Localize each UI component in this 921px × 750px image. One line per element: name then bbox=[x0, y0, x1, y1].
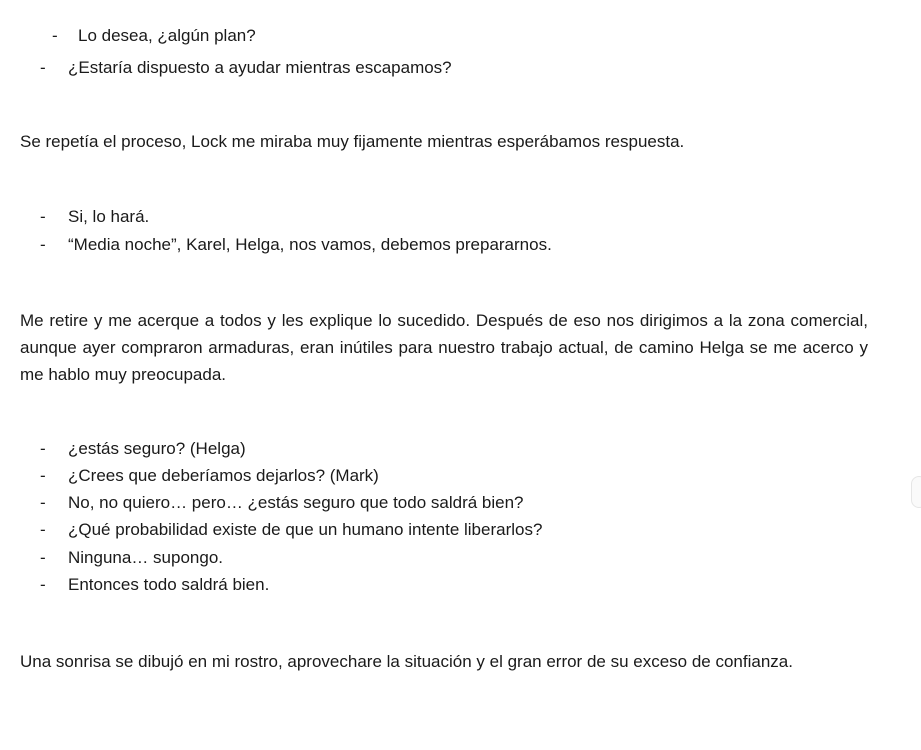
dialogue-line bbox=[40, 207, 149, 227]
dialogue-line bbox=[40, 439, 246, 459]
dialogue-dash: - bbox=[40, 548, 46, 567]
dialogue-dash: - bbox=[40, 439, 46, 458]
dialogue-line bbox=[40, 520, 542, 540]
dialogue-line bbox=[40, 575, 269, 595]
narrative-paragraph: Una sonrisa se dibujó en mi rostro, aprovechare la situación y el gran error de su exceso de confianza. bbox=[20, 652, 793, 671]
narrative-paragraph: Se repetía el proceso, Lock me miraba muy fijamente mientras esperábamos respuesta. bbox=[20, 132, 685, 151]
dialogue-text: No, no quiero… pero… ¿estás seguro que todo saldrá bien? bbox=[68, 493, 524, 512]
narrative-paragraph: Me retire y me acerque a todos y les explique lo sucedido. Después de eso nos dirigimos a la zona comercial, aunque ayer compraron armaduras, eran inútiles para nuestro trabajo actual, de camino Helga se me acerco y me hablo muy preocupada. bbox=[20, 311, 868, 384]
dialogue-line bbox=[40, 235, 552, 255]
dialogue-text: ¿estás seguro? (Helga) bbox=[68, 439, 246, 458]
dialogue-line bbox=[40, 466, 379, 486]
dialogue-dash: - bbox=[40, 575, 46, 594]
dialogue-text: Si, lo hará. bbox=[68, 207, 150, 226]
dialogue-text: “Media noche”, Karel, Helga, nos vamos, debemos prepararnos. bbox=[68, 235, 552, 254]
dialogue-line bbox=[52, 26, 256, 46]
dialogue-line bbox=[40, 548, 223, 568]
dialogue-dash: - bbox=[40, 207, 46, 226]
dialogue-text: Lo desea, ¿algún plan? bbox=[78, 26, 256, 45]
scroll-handle[interactable] bbox=[911, 476, 921, 508]
dialogue-text: Entonces todo saldrá bien. bbox=[68, 575, 270, 594]
dialogue-dash: - bbox=[40, 520, 46, 539]
dialogue-dash: - bbox=[40, 493, 46, 512]
dialogue-dash: - bbox=[52, 26, 58, 45]
dialogue-text: Ninguna… supongo. bbox=[68, 548, 224, 567]
dialogue-dash: - bbox=[40, 58, 46, 77]
dialogue-text: ¿Estaría dispuesto a ayudar mientras escapamos? bbox=[68, 58, 452, 77]
dialogue-line bbox=[40, 493, 524, 513]
dialogue-line bbox=[40, 58, 452, 78]
dialogue-text: ¿Crees que deberíamos dejarlos? (Mark) bbox=[68, 466, 379, 485]
dialogue-text: ¿Qué probabilidad existe de que un humano intente liberarlos? bbox=[68, 520, 543, 539]
dialogue-dash: - bbox=[40, 235, 46, 254]
dialogue-dash: - bbox=[40, 466, 46, 485]
